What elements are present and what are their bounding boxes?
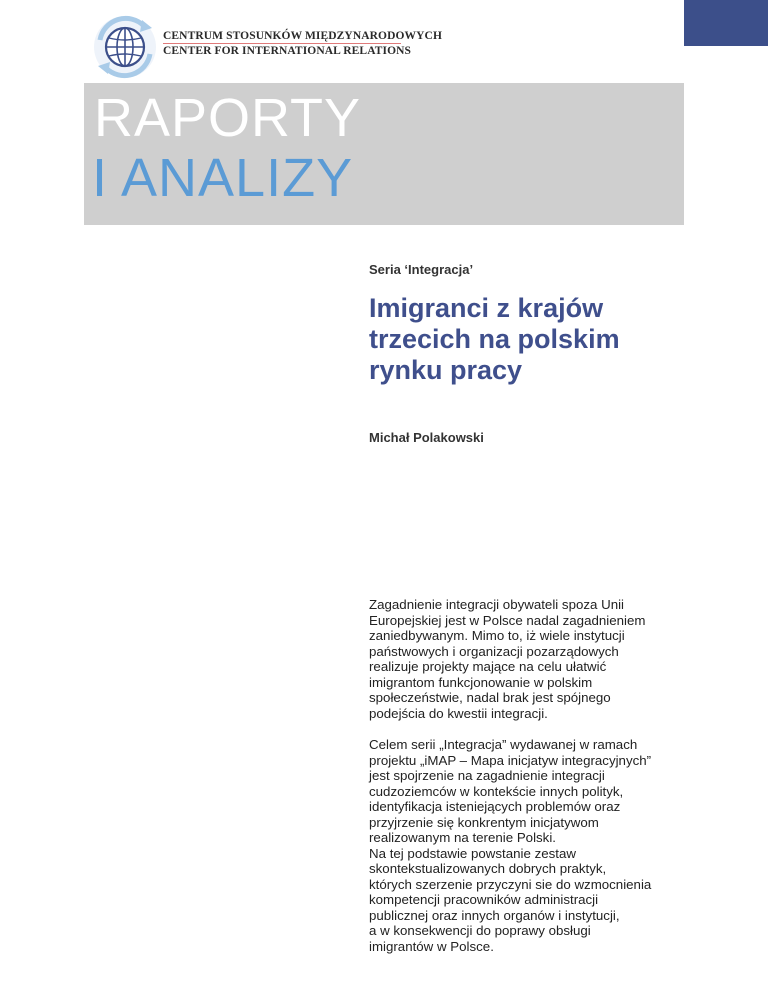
organization-name: [163, 30, 442, 58]
text-line: których szerzenie przyczyni sie do wzmocnienia: [369, 876, 652, 892]
text-line: Celem serii „Integracja” wydawanej w ramach: [369, 737, 638, 752]
abstract-paragraph-1: [369, 597, 699, 721]
banner-title-raporty: RAPORTY: [94, 88, 362, 148]
text-line: realizuje projekty mające na celu ułatwić: [369, 659, 607, 674]
text-line: zaniedbywanym. Mimo to, iż wiele instytucji: [369, 628, 625, 643]
text-line: podejścia do kwestii integracji.: [369, 705, 548, 721]
text-line: przyjrzenie się konkrentym inicjatywom: [369, 814, 599, 830]
text-line: skontekstualizowanych dobrych praktyk,: [369, 861, 607, 876]
series-label: Seria ‘Integracja’: [369, 262, 474, 277]
text-line: a w konsekwencji do poprawy obsługi: [369, 923, 591, 938]
abstract: [369, 597, 699, 970]
org-name-polish: CENTRUM STOSUNKÓW MIĘDZYNARODOWYCH: [163, 30, 443, 42]
title-line: rynku pracy: [369, 355, 523, 385]
text-line: Europejskiej jest w Polsce nadal zagadnieniem: [369, 612, 646, 628]
text-line: państwowych i organizacji pozarządowych: [369, 643, 619, 659]
globe-logo-icon: [92, 14, 158, 80]
text-line: publicznej oraz innych organów i instytucji,: [369, 907, 620, 923]
text-line: projektu „iMAP – Mapa inicjatyw integracyjnych”: [369, 752, 652, 768]
text-line: realizowanym na terenie Polski.: [369, 830, 556, 845]
text-line: Zagadnienie integracji obywateli spoza Unii: [369, 597, 625, 612]
author-name: Michał Polakowski: [369, 430, 484, 445]
text-line: identyfikacja isteniejących problemów oraz: [369, 799, 621, 814]
org-name-english: CENTER FOR INTERNATIONAL RELATIONS: [163, 45, 412, 57]
text-line: społeczeństwie, nadal brak jest spójnego: [369, 690, 611, 705]
text-line: imigrantom funkcjonowanie w polskim: [369, 674, 593, 690]
abstract-paragraph-2: [369, 737, 699, 954]
title-line: Imigranci z krajów: [369, 293, 604, 323]
banner-title-analizy: I ANALIZY: [92, 148, 354, 208]
title-line: trzecich na polskim: [369, 324, 620, 354]
report-banner: [84, 83, 684, 225]
org-name-divider: [163, 43, 401, 44]
text-line: jest spojrzenie na zagadnienie integracji: [369, 768, 605, 783]
text-line: cudzoziemców w kontekście innych polityk,: [369, 783, 624, 799]
text-line: Na tej podstawie powstanie zestaw: [369, 845, 576, 861]
text-line: kompetencji pracowników administracji: [369, 892, 599, 907]
text-line: imigrantów w Polsce.: [369, 938, 494, 954]
corner-tab: [684, 0, 768, 46]
document-title: [369, 293, 699, 386]
